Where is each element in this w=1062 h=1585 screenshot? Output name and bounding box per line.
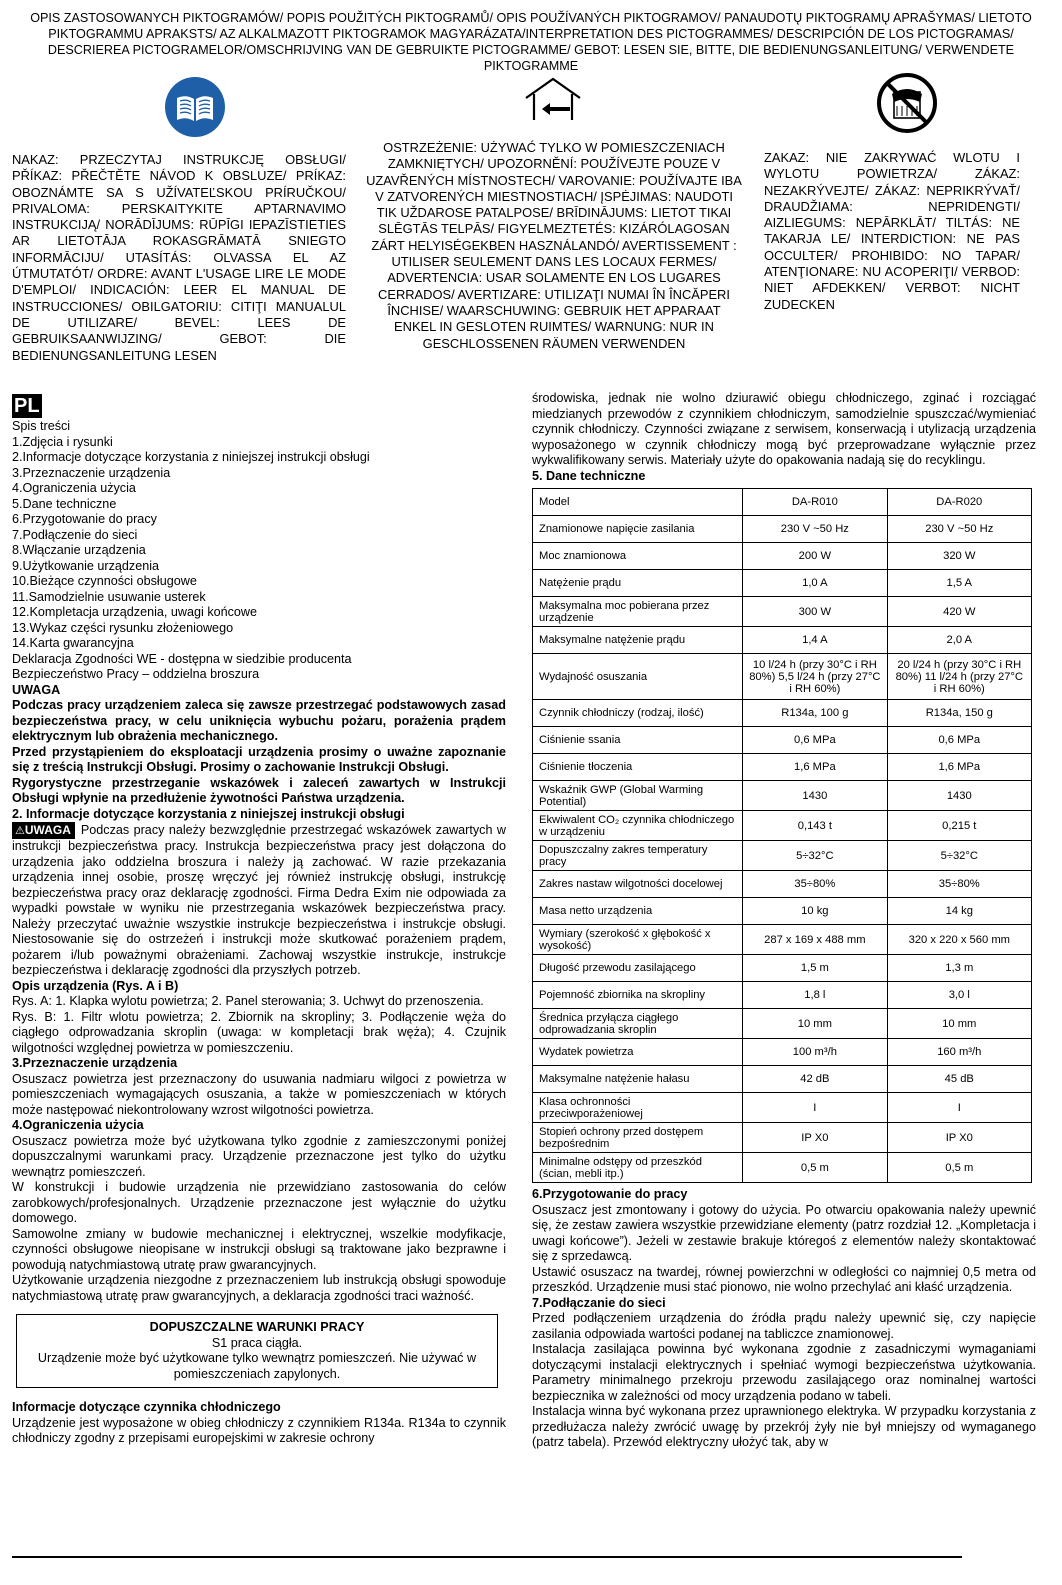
technical-data-table — [532, 488, 1032, 1183]
table-cell-value: 230 V ~50 Hz — [743, 516, 887, 543]
table-cell-value: 230 V ~50 Hz — [887, 516, 1031, 543]
refrigerant-heading: Informacje dotyczące czynnika chłodniczego — [12, 1400, 281, 1414]
table-cell-value: 1430 — [887, 781, 1031, 811]
table-row — [533, 1039, 1032, 1066]
refrigerant-text: Urządzenie jest wyposażone w obieg chłodniczy z czynnikiem R134a. R134a to czynnik chłodniczy zgodny z przepisami europejskimi w zakresie ochrony — [12, 1415, 506, 1445]
operating-conditions-line: Urządzenie może być użytkowane tylko wewnątrz pomieszczeń. Nie używać w pomieszczeniach zapylonych. — [37, 1351, 477, 1381]
table-cell-value: 420 W — [887, 597, 1031, 627]
uwaga-heading: UWAGA — [12, 682, 61, 697]
table-cell-value: 0,6 MPa — [743, 727, 887, 754]
table-cell-value: 160 m³/h — [887, 1039, 1031, 1066]
table-row-label: Czynnik chłodniczy (rodzaj, ilość) — [533, 700, 743, 727]
section-7-heading: 7.Podłączanie do sieci — [532, 1295, 666, 1310]
read-manual-icon — [164, 76, 226, 138]
table-row — [533, 700, 1032, 727]
warning-badge: ⚠UWAGA — [12, 822, 75, 839]
table-row-label: Minimalne odstępy od przeszkód (ścian, mebli itp.) — [533, 1153, 743, 1183]
toc-list — [12, 435, 506, 683]
table-row-label: Pojemność zbiornika na skropliny — [533, 982, 743, 1009]
toc-item: 13.Wykaz części rysunku złożeniowego — [12, 620, 234, 635]
table-cell-value: 20 l/24 h (przy 30°C i RH 80%) 11 l/24 h (przy 27°C i RH 60%) — [887, 654, 1031, 700]
operating-conditions-line: S1 praca ciągła. — [211, 1335, 303, 1350]
toc-item: 1.Zdjęcia i rysunki — [12, 434, 113, 449]
toc-item: 7.Podłączenie do sieci — [12, 527, 138, 542]
section-7-paragraph: Przed podłączeniem urządzenia do źródła prądu należy upewnić się, czy napięcie zasilania odpowiada wartości podanej na tabliczce znamionowej. — [532, 1311, 1036, 1341]
section-4-paragraph: Osuszacz powietrza może być użytkowana tylko zgodnie z zamieszczonymi poniżej dopuszczalnymi warunkami pracy. Urządzenie przeznaczone jest tylko do użytku wewnątrz pomieszczeń. — [12, 1133, 506, 1179]
section-6-heading: 6.Przygotowanie do pracy — [532, 1187, 688, 1201]
bottom-divider — [12, 1556, 962, 1558]
table-row-label: Wydajność osuszania — [533, 654, 743, 700]
table-cell-value: 0,215 t — [887, 811, 1031, 841]
toc-item: 8.Włączanie urządzenia — [12, 543, 146, 557]
table-cell-value: 42 dB — [743, 1066, 887, 1093]
toc-item: 9.Użytkowanie urządzenia — [12, 558, 160, 573]
table-row-label: Ekwiwalent CO₂ czynnika chłodniczego w urządzeniu — [533, 811, 743, 841]
table-cell-value: 35÷80% — [743, 871, 887, 898]
table-row-label: Wymiary (szerokość x głębokość x wysokość) — [533, 925, 743, 955]
toc-item: 14.Karta gwarancyjna — [12, 636, 134, 650]
toc-title: Spis treści — [12, 419, 71, 433]
table-header-row — [533, 489, 1032, 516]
section-6-paragraph: Ustawić osuszacz na twardej, równej powierzchni w odległości co najmniej 0,5 metra od przeszkód. Urządzenie musi stać pionowo, nie wolno przechylać ani kłaść urządzenia. — [532, 1264, 1036, 1294]
pictogram-text-indoor-use: OSTRZEŻENIE: UŻYWAĆ TYLKO W POMIESZCZENIACH ZAMKNIĘTYCH/ UPOZORNĚNÍ: POUŽÍVEJTE POUZE V UZAVŘENÝCH MÍSTNOSTECH/ VAROVANIE: POUŽÍVAJTE IBA V ZATVORENÝCH MIESTNOSTIACH/ ĮSPĖJIMAS: NAUDOTI TIK UŽDAROSE PATALPOSE/ BRĪDINĀJUMS: LIETOT TIKAI SLĒGTĀS TELPĀS/ FIGYELMEZTETÉS: KIZÁRÓLAGOSAN ZÁRT HELYISÉGEKBEN HASZNÁLANDÓ/ AVERTISSEMENT : UTILISER SEULEMENT DANS LES LOCAUX FERMES/ ADVERTENCIA: USAR SOLAMENTE EN LOS LUGARES CERRADOS/ AVERTIZARE: UTILIZAŢI NUMAI ÎN ÎNCĂPERI ÎNCHISE/ WAARSCHUWING: GEBRUIK HET APPARAAT ENKEL IN GESLOTEN RUIMTES/ WARNUNG: NUR IN GESCHLOSSENEN RÄUMEN VERWENDEN — [366, 140, 742, 351]
table-row — [533, 841, 1032, 871]
table-row-label: Stopień ochrony przed dostępem bezpośrednim — [533, 1123, 743, 1153]
toc-item: 2.Informacje dotyczące korzystania z niniejszej instrukcji obsługi — [12, 450, 370, 464]
language-badge: PL — [14, 395, 40, 417]
table-cell-value: 14 kg — [887, 898, 1031, 925]
toc-item: 10.Bieżące czynności obsługowe — [12, 574, 197, 588]
section-4-paragraph: W konstrukcji i budowie urządzenia nie przewidziano zastosowania do celów zarobkowych/profesjonalnych. Urządzenie przeznaczone jest wyłącznie do użytku domowego. — [12, 1180, 506, 1225]
table-cell-value: 1,3 m — [887, 955, 1031, 982]
toc-item: 4.Ograniczenia użycia — [12, 481, 136, 495]
toc-item: 11.Samodzielnie usuwanie usterek — [12, 589, 206, 604]
table-cell-value: 0,143 t — [743, 811, 887, 841]
table-cell-value: I — [743, 1093, 887, 1123]
table-cell-value: I — [887, 1093, 1031, 1123]
table-cell-value: 45 dB — [887, 1066, 1031, 1093]
operating-conditions-title: DOPUSZCZALNE WARUNKI PRACY — [149, 1320, 365, 1334]
table-row-label: Wydatek powietrza — [533, 1039, 743, 1066]
table-cell-value: 300 W — [743, 597, 887, 627]
toc-item: 5.Dane techniczne — [12, 496, 117, 511]
refrigerant-text-continued: środowiska, jednak nie wolno dziurawić obiegu chłodniczego, zginać i rozciągać miedzianych przewodów z czynnikiem chłodniczym, samodzielnie spuszczać/wymieniać czynnik chłodniczy. Czynności związane z serwisem, konserwacją i utylizacją urządzenia wyposażonego w czynnik chłodniczy mogą być przeprowadzane wyłącznie przez wykwalifikowany serwis. Materiały użyte do opakowania nadają się do recyklingu. — [532, 391, 1036, 467]
table-cell-value: 0,5 m — [887, 1153, 1031, 1183]
table-row-label: Maksymalne natężenie prądu — [533, 627, 743, 654]
table-cell-value: 0,5 m — [743, 1153, 887, 1183]
table-cell-value: 200 W — [743, 543, 887, 570]
table-cell-value: 1,4 A — [743, 627, 887, 654]
table-row-label: Znamionowe napięcie zasilania — [533, 516, 743, 543]
toc-item: Deklaracja Zgodności WE - dostępna w siedzibie producenta — [12, 651, 352, 666]
toc-item: Bezpieczeństwo Pracy – oddzielna broszura — [12, 667, 260, 681]
table-row — [533, 754, 1032, 781]
section-5-heading: 5. Dane techniczne — [532, 468, 646, 483]
table-row-label: Masa netto urządzenia — [533, 898, 743, 925]
table-row — [533, 627, 1032, 654]
section-4-paragraph: Samowolne zmiany w budowie mechanicznej i elektrycznej, wszelkie modyfikacje, czynności obsługowe nieopisane w instrukcji obsługi są traktowane jako bezprawne i powodują natychmiastową utratę praw gwarancyjnych. — [12, 1226, 506, 1272]
table-row-label: Natężenie prądu — [533, 570, 743, 597]
table-cell-value: 5÷32°C — [743, 841, 887, 871]
table-row — [533, 1123, 1032, 1153]
table-row — [533, 597, 1032, 627]
table-row — [533, 898, 1032, 925]
section-3-heading: 3.Przeznaczenie urządzenia — [12, 1056, 178, 1070]
table-cell-value: R134a, 150 g — [887, 700, 1031, 727]
table-cell-value: 0,6 MPa — [887, 727, 1031, 754]
toc-item: 3.Przeznaczenie urządzenia — [12, 465, 171, 480]
table-cell-value: 1430 — [743, 781, 887, 811]
table-cell-value: 1,5 A — [887, 570, 1031, 597]
table-cell-value: DA-R020 — [887, 489, 1031, 516]
table-row — [533, 871, 1032, 898]
table-row-label: Dopuszczalny zakres temperatury pracy — [533, 841, 743, 871]
table-row — [533, 1093, 1032, 1123]
section-7-paragraph: Instalacja zasilająca powinna być wykonana zgodnie z zasadniczymi wymaganiami dotyczącymi instalacji elektrycznych i spełniać wymogi bezpieczeństwa użytkowania. Parametry minimalnego przekroju przewodu zasilającego oraz nominalnej wartości bezpiecznika w zależności od mocy urządzenia podano w tabeli. — [532, 1342, 1036, 1403]
section-4-paragraph: Użytkowanie urządzenia niezgodne z przeznaczeniem lub instrukcją obsługi spowoduje natychmiastową utratę praw gwarancyjnych, a deklaracja zgodności traci ważność. — [12, 1273, 506, 1303]
table-row — [533, 727, 1032, 754]
table-cell-value: IP X0 — [743, 1123, 887, 1153]
table-row-label: Maksymalne natężenie hałasu — [533, 1066, 743, 1093]
do-not-cover-icon — [876, 72, 938, 134]
right-column — [532, 391, 1036, 1451]
section-7-paragraph: Instalacja winna być wykonana przez uprawnionego elektryka. W przypadku korzystania z przedłużacza należy zwrócić uwagę by przekrój żyły nie był mniejszy od wymaganego (patrz tabela). Przewód elektryczny ułożyć tak, aby w — [532, 1404, 1036, 1449]
table-row-label: Ciśnienie ssania — [533, 727, 743, 754]
section-4-heading: 4.Ograniczenia użycia — [12, 1118, 144, 1132]
table-row-label: Maksymalna moc pobierana przez urządzenie — [533, 597, 743, 627]
table-row — [533, 811, 1032, 841]
table-row-label: Klasa ochronności przeciwporażeniowej — [533, 1093, 743, 1123]
section-2-heading: 2. Informacje dotyczące korzystania z niniejszej instrukcji obsługi — [12, 806, 405, 821]
operating-conditions-box — [16, 1314, 498, 1388]
table-row — [533, 543, 1032, 570]
table-cell-value: 2,0 A — [887, 627, 1031, 654]
toc-item: 12.Kompletacja urządzenia, uwagi końcowe — [12, 605, 258, 619]
table-row-label: Zakres nastaw wilgotności docelowej — [533, 871, 743, 898]
pictogram-text-do-not-cover: ZAKAZ: NIE ZAKRYWAĆ WLOTU I WYLOTU POWIETRZA/ ZÁKAZ: NEZAKRÝVEJTE/ ZÁKAZ: NEPRIKRÝVAŤ/ DRAUDŽIAMA: NEPRIDENGTI/ AIZLIEGUMS: NEPĀRKLĀT/ TILTÁS: NE TAKARJA LE/ INTERDICTION: NE PAS OCCULTER/ PROHIBIDO: NO TAPAR/ ATENŢIONARE: NU ACOPERIŢI/ VERBOD: NIET AFDEKKEN/ VERBOT: NICHT ZUDECKEN — [764, 150, 1020, 312]
table-cell-value: IP X0 — [887, 1123, 1031, 1153]
table-cell-value: 1,8 l — [743, 982, 887, 1009]
left-column — [12, 394, 506, 1447]
warning-triangle-icon: ⚠ — [15, 825, 25, 837]
table-cell-value: 1,0 A — [743, 570, 887, 597]
device-description-fig-b: Rys. B: 1. Filtr wlotu powietrza; 2. Zbiornik na skropliny; 3. Podłączenie węża do ciągłego odprowadzania skroplin (uwaga: w kompletacji brak węża); 4. Czujnik wilgotności względnej powietrza w pomieszczeniu. — [12, 1009, 506, 1055]
table-cell-value: 35÷80% — [887, 871, 1031, 898]
table-row — [533, 781, 1032, 811]
table-cell-value: DA-R010 — [743, 489, 887, 516]
table-cell-value: 10 kg — [743, 898, 887, 925]
table-cell-value: 3,0 l — [887, 982, 1031, 1009]
indoor-use-only-icon — [520, 76, 586, 124]
table-row — [533, 654, 1032, 700]
table-cell-value: 1,6 MPa — [887, 754, 1031, 781]
table-row-label: Ciśnienie tłoczenia — [533, 754, 743, 781]
table-cell-value: 1,6 MPa — [743, 754, 887, 781]
table-row — [533, 1153, 1032, 1183]
table-cell-value: 5÷32°C — [887, 841, 1031, 871]
table-cell-value: R134a, 100 g — [743, 700, 887, 727]
table-cell-value: 10 l/24 h (przy 30°C i RH 80%) 5,5 l/24 h (przy 27°C i RH 60%) — [743, 654, 887, 700]
table-row — [533, 516, 1032, 543]
table-row-label: Wskaźnik GWP (Global Warming Potential) — [533, 781, 743, 811]
table-cell-value: 10 mm — [743, 1009, 887, 1039]
uwaga-paragraph: Przed przystąpieniem do eksploatacji urządzenia prosimy o uważne zapoznanie się z treścią Instrukcji Obsługi. Prosimy o zachowanie Instrukcji Obsługi. — [12, 744, 506, 774]
table-cell-value: 100 m³/h — [743, 1039, 887, 1066]
section-2-text: ⚠UWAGA Podczas pracy należy bezwzględnie przestrzegać wskazówek zawartych w instrukcji bezpieczeństwa pracy. Instrukcja bezpieczeństwa pracy jest dołączona do urządzenia jako oddzielna broszura i należy ją zachować. W razie przekazania urządzenia innej osobie, proszę wręczyć jej również instrukcję obsługi, instrukcję bezpieczeństwa pracy oraz deklarację zgodności. Firma Dedra Exim nie odpowiada za wypadki powstałe w wyniku nie przestrzegania wskazówek bezpieczeństwa pracy. Należy przeczytać uważnie wszystkie instrukcje bezpieczeństwa i instrukcje obsługi. Niestosowanie się do ostrzeżeń i instrukcji może skutkować porażeniem prądem, pożarem i/lub poważnymi obrażeniami. Zachowaj wszystkie instrukcje, instrukcje bezpieczeństwa i deklarację zgodności dla przyszłych potrzeb. — [12, 823, 506, 977]
table-cell-value: 287 x 169 x 488 mm — [743, 925, 887, 955]
uwaga-paragraph: Podczas pracy urządzeniem zaleca się zawsze przestrzegać podstawowych zasad bezpieczeństwa pracy, w celu uniknięcia wybuchu pożaru, porażenia prądem elektrycznym lub obrażenia mechanicznego. — [12, 698, 506, 743]
table-cell-value: 320 x 220 x 560 mm — [887, 925, 1031, 955]
section-6-paragraph: Osuszacz jest zmontowany i gotowy do użycia. Po otwarciu opakowania należy upewnić się, że zestaw zawiera wszystkie przewidziane elementy (patrz rozdział 12. „Kompletacja i uwagi końcowe”). Jeżeli w zestawie brakuje któregoś z elementów należy skontaktować się z sprzedawcą. — [532, 1202, 1036, 1263]
table-row — [533, 982, 1032, 1009]
pictogram-header-title: OPIS ZASTOSOWANYCH PIKTOGRAMÓW/ POPIS POUŽITÝCH PIKTOGRAMŮ/ OPIS POUŽÍVANÝCH PIKTOGRAMOV/ PANAUDOTŲ PIKTOGRAMŲ APRAŠYMAS/ LIETOTO PIKTOGRAMMU APRAKSTS/ AZ ALKALMAZOTT PIKTOGRAMOK MAGYARÁZATA/INTERPRETATION DES PICTOGRAMMES/ DESCRIPCIÓN DE LOS PICTOGRAMAS/ DESCRIEREA PICTOGRAMELOR/OMSCHRIJVING VAN DE GEBRUIKTE PICTOGRAMME/ GEBOT: LESEN SIE, BITTE, DIE BEDIENUNGSANLEITUNG/ VERWENDETE PIKTOGRAMME — [30, 11, 1032, 73]
table-row-label: Moc znamionowa — [533, 543, 743, 570]
table-row-label: Długość przewodu zasilającego — [533, 955, 743, 982]
device-description-fig-a: Rys. A: 1. Klapka wylotu powietrza; 2. Panel sterowania; 3. Uchwyt do przenoszenia. — [12, 994, 484, 1008]
table-cell-value: 1,5 m — [743, 955, 887, 982]
device-description-heading: Opis urządzenia (Rys. A i B) — [12, 978, 179, 993]
pictogram-text-read-manual: NAKAZ: PRZECZYTAJ INSTRUKCJĘ OBSŁUGI/ PŘÍKAZ: PŘEČTĚTE NÁVOD K OBSLUZE/ PRÍKAZ: OBOZNÁMTE SA S UŽÍVATEĽSKOU PRÍRUČKOU/ PRIVALOMA: PERSKAITYKITE APTARNAVIMO INSTRUKCIJĄ/ NORĀDĪJUMS: RŪPĪGI IEPAZĪSTIETIES AR LIETOTĀJA ROKASGRĀMATĀ SNIEGTO INFORMĀCIJU/ UTASÍTÁS: OLVASSA EL AZ ÚTMUTATÓT/ ORDRE: AVANT L'USAGE LIRE LE MODE D'EMPLOI/ INDICACIÓN: LEER EL MANUAL DE INSTRUCCIONES/ OBILGATORIU: CITIŢI MANUALUL DE UTILIZARE/ BEVEL: LEES DE GEBRUIKSAANWIJZING/ GEBOT: DIE BEDIENUNGSANLEITUNG LESEN — [12, 152, 346, 363]
toc-item: 6.Przygotowanie do pracy — [12, 512, 157, 526]
table-cell-value: 10 mm — [887, 1009, 1031, 1039]
table-cell-value: 320 W — [887, 543, 1031, 570]
table-row — [533, 925, 1032, 955]
table-row — [533, 1066, 1032, 1093]
table-header-label: Model — [533, 489, 743, 516]
table-row-label: Średnica przyłącza ciągłego odprowadzania skroplin — [533, 1009, 743, 1039]
table-row — [533, 1009, 1032, 1039]
table-row — [533, 570, 1032, 597]
section-3-text: Osuszacz powietrza jest przeznaczony do usuwania nadmiaru wilgoci z powietrza w pomieszczeniach wymagających osuszania, a także w pomieszczeniach w których może następować niekontrolowany wzrost wilgotności powietrza. — [12, 1071, 506, 1117]
uwaga-paragraph: Rygorystyczne przestrzeganie wskazówek i zaleceń zawartych w Instrukcji Obsługi wpłynie na przedłużenie żywotności Państwa urządzenia. — [12, 775, 506, 805]
table-row — [533, 955, 1032, 982]
